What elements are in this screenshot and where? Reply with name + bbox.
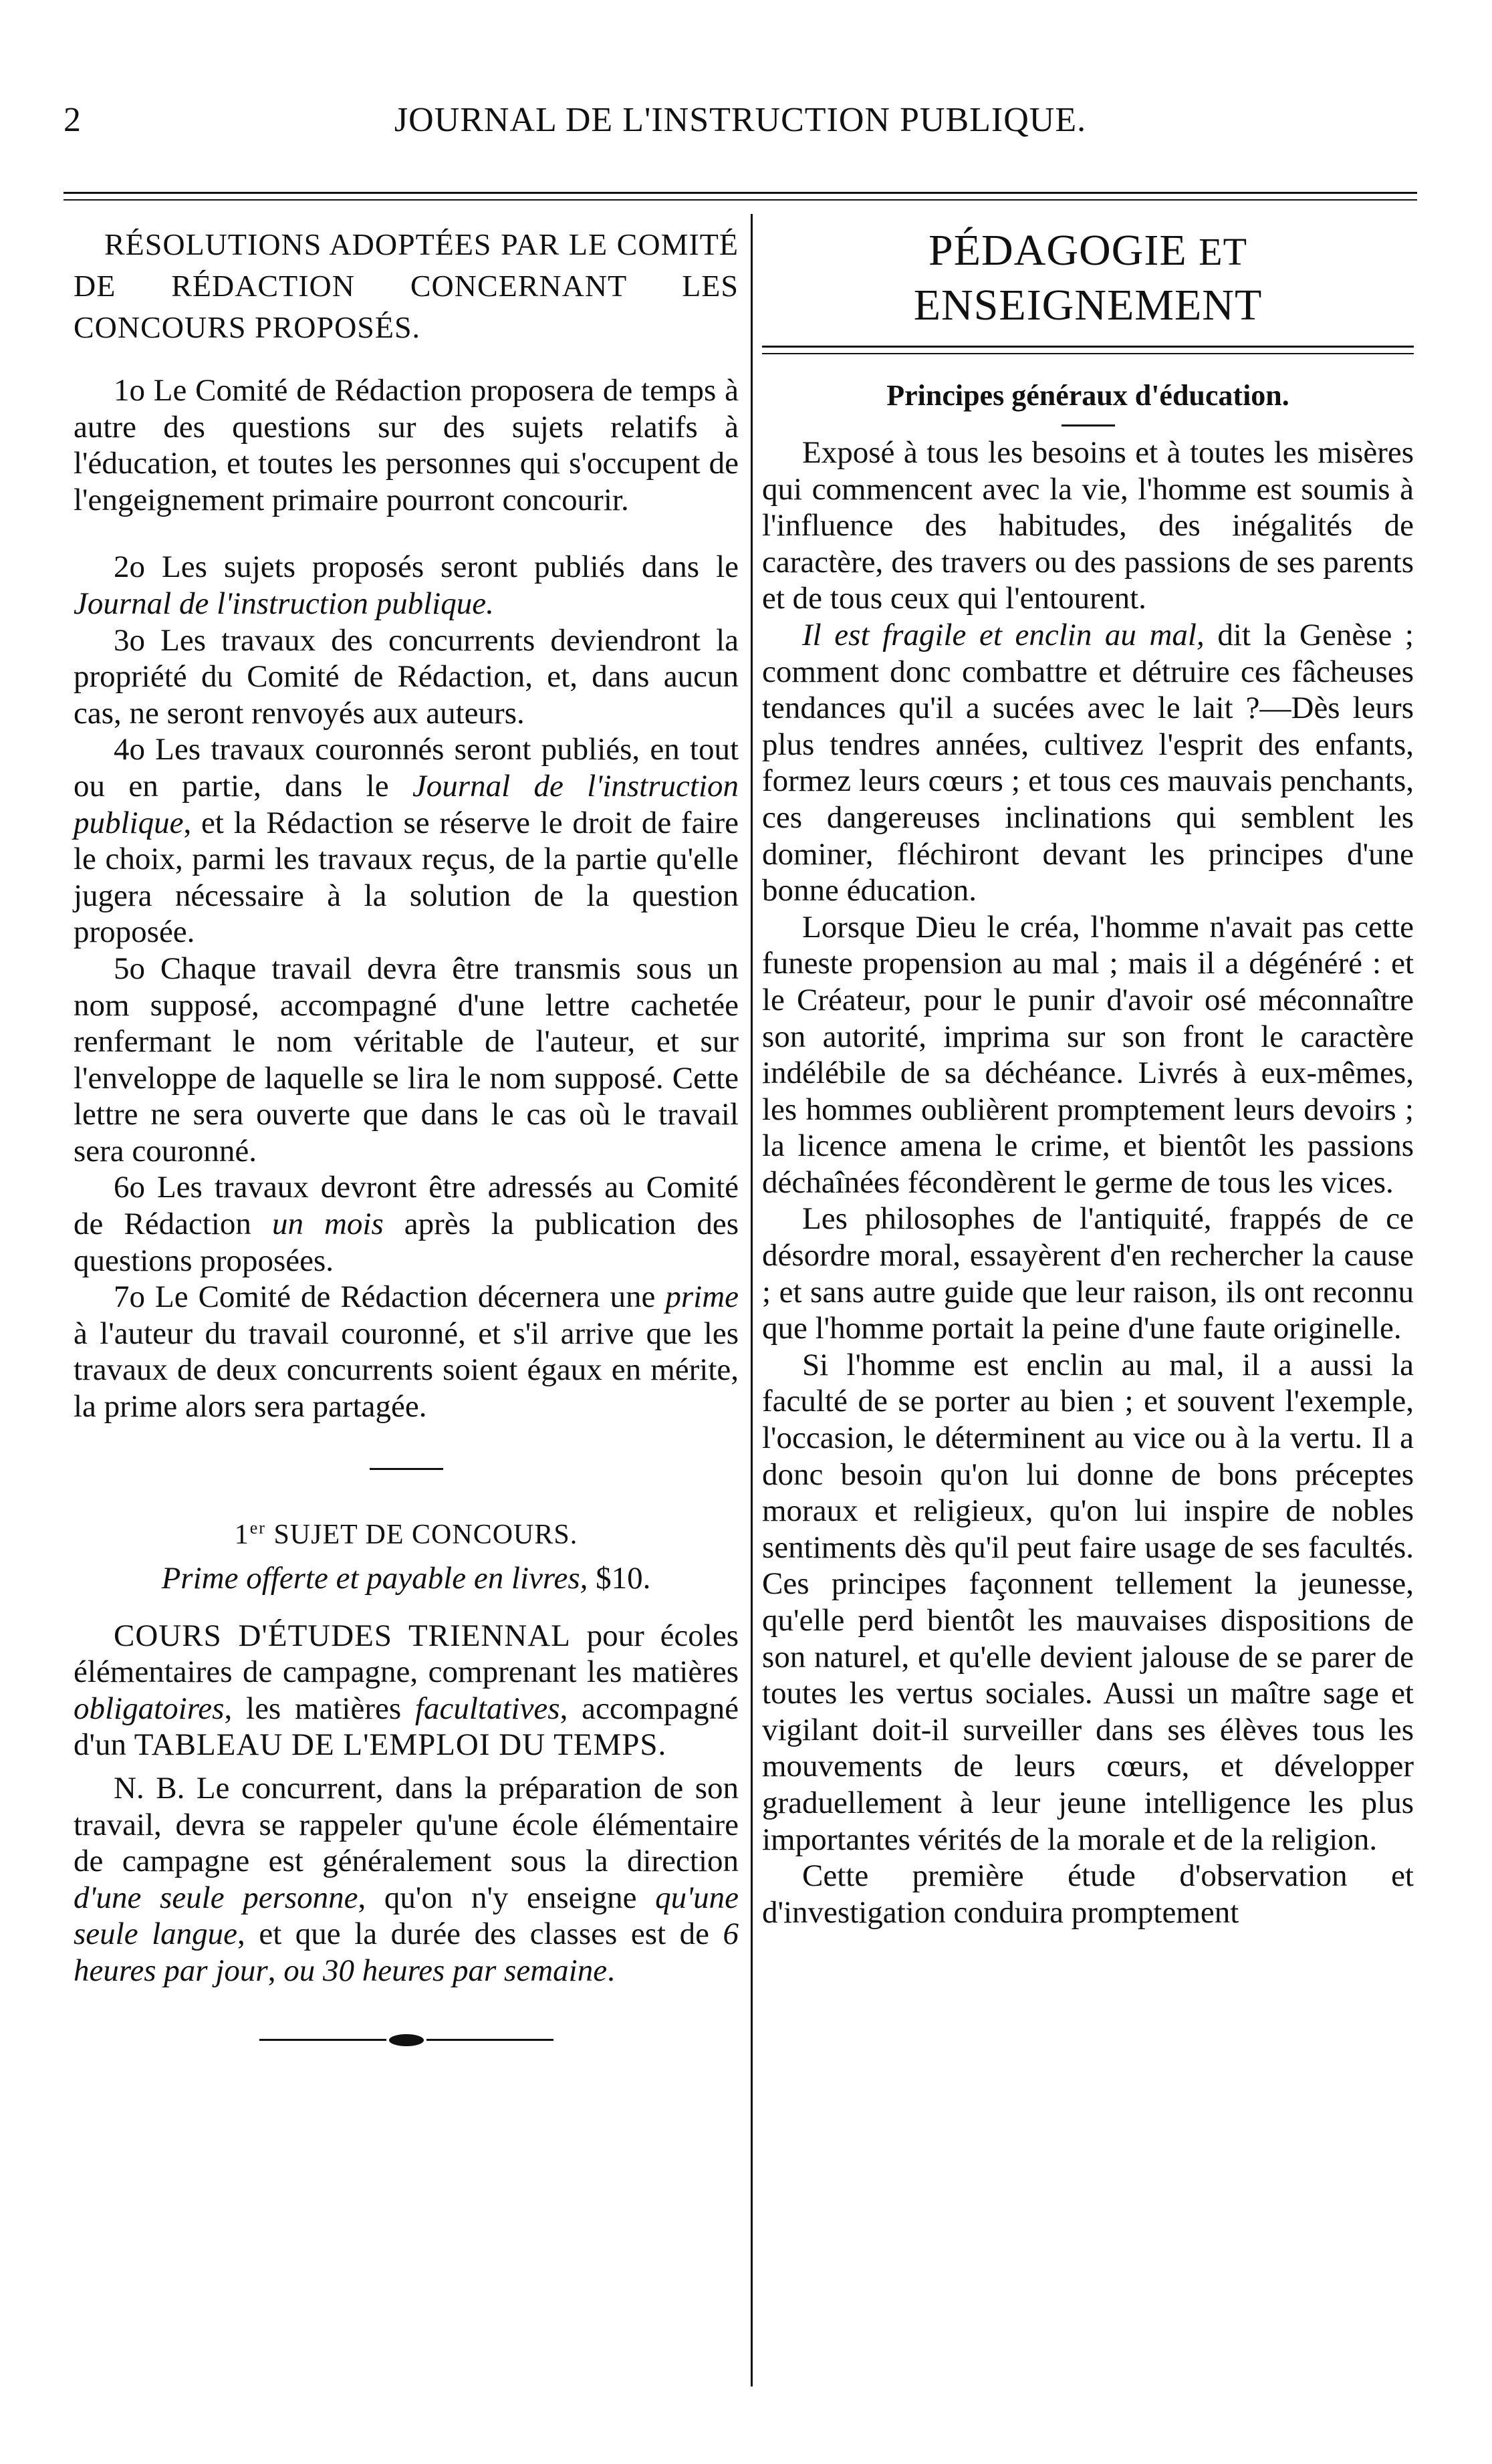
section-rule-thin bbox=[762, 353, 1414, 354]
resolution-7 bbox=[74, 1279, 739, 1425]
resolution-4-text-b: , et la Rédaction se réserve le droit de faire le choix, parmi les travaux reçus, de la partie qu'elle jugera nécessaire à la solution de la question proposée. bbox=[74, 805, 739, 950]
ornament-dot bbox=[389, 2034, 424, 2046]
right-column bbox=[762, 224, 1414, 1931]
resolution-5: 5o Chaque travail devra être transmis sous un nom supposé, accompagné d'une lettre cachetée renfermant le nom véritable de l'auteur, et sur l'enveloppe de laquelle se lira le nom supposé. Cette lettre ne sera ouverte que dans le cas où le travail sera couronné. bbox=[74, 951, 739, 1168]
resolution-4-text-a: 4o Les travaux couronnés seront publiés, en tout ou en partie, dans le bbox=[74, 732, 739, 804]
article-paragraph-1: Exposé à tous les besoins et à toutes les misères qui commencent avec la vie, l'homme est soumis à l'influence des habitudes, des inégalités de caractère, des travers ou des passions de ses parents et de tous ceux qui l'entourent. bbox=[762, 435, 1414, 616]
resolution-2-text: 2o Les sujets proposés seront publiés dans le bbox=[114, 549, 739, 585]
nb-hours-week: ou 30 heures par semaine bbox=[283, 1953, 608, 1988]
subject-title-text: SUJET DE CONCOURS. bbox=[265, 1519, 578, 1550]
subheading-dash bbox=[1062, 424, 1115, 426]
nb-text-b: , qu'on n'y enseigne bbox=[358, 1880, 656, 1915]
article-paragraph-4: Les philosophes de l'antiquité, frappés de ce désordre moral, essayèrent d'en rechercher la cause ; et sans autre guide que leur raison, ils ont reconnu que l'homme portait la peine d'une faute originelle. bbox=[762, 1201, 1414, 1346]
section-divider-rule bbox=[370, 1468, 443, 1470]
resolution-6 bbox=[74, 1169, 739, 1279]
section-title-a: PÉDAGOGIE bbox=[928, 226, 1199, 275]
nb-text-e: . bbox=[607, 1953, 615, 1988]
timetable-title: TABLEAU DE L'EMPLOI DU TEMPS. bbox=[134, 1727, 667, 1763]
article-paragraph-2 bbox=[762, 617, 1414, 909]
genesis-quote: Il est fragile et enclin au mal, bbox=[802, 617, 1205, 652]
subject-title bbox=[74, 1518, 739, 1551]
page-number: 2 bbox=[64, 101, 81, 139]
resolution-7-text-b: à l'auteur du travail couronné, et s'il arrive que les travaux de deux concurrents soient égaux en mérite, la prime alors sera partagée. bbox=[74, 1316, 739, 1425]
nota-bene bbox=[74, 1770, 739, 1989]
course-optional: facultatives bbox=[414, 1691, 560, 1726]
resolution-2 bbox=[74, 549, 739, 622]
subject-ordinal: er bbox=[249, 1517, 266, 1537]
running-title: JOURNAL DE L'INSTRUCTION PUBLIQUE. bbox=[394, 101, 1087, 139]
article-paragraph-2-text: dit la Genèse ; comment donc combattre et détruire ces fâcheuses tendances qu'il a sucées avec le lait ?—Dès leurs plus tendres années, cultivez l'esprit des enfants, formez leurs cœurs ; et tous ces mauvais penchants, ces dangereuses inclinations qui semblent les dominer, fléchiront devant les principes d'une bonne éducation. bbox=[762, 617, 1414, 908]
article-paragraph-6: Cette première étude d'observation et d'investigation conduira promptement bbox=[762, 1858, 1414, 1930]
course-text-c: , accompagné d'un bbox=[74, 1691, 739, 1763]
resolution-3: 3o Les travaux des concurrents deviendront la propriété du Comité de Rédaction, et, dans aucun cas, ne seront renvoyés aux auteurs. bbox=[74, 622, 739, 731]
section-title-et: ET bbox=[1199, 230, 1247, 273]
running-header bbox=[64, 100, 1417, 147]
ornament-line-right bbox=[426, 2039, 553, 2041]
resolutions-heading: RÉSOLUTIONS ADOPTÉES PAR LE COMITÉ DE RÉDACTION CONCERNANT LES CONCOURS PROPOSÉS. bbox=[74, 227, 739, 344]
prize-amount: $10. bbox=[596, 1560, 651, 1596]
header-rule-thin bbox=[64, 199, 1417, 201]
end-ornament bbox=[259, 2029, 553, 2050]
nb-hours-day: 6 heures par jour bbox=[74, 1917, 739, 1988]
nb-text-d: , bbox=[267, 1953, 284, 1988]
article-paragraph-5: Si l'homme est enclin au mal, il a aussi la faculté de se porter au bien ; et souvent l'exemple, l'occasion, le déterminent au vice ou à la vertu. Il a donc besoin qu'on lui donne de bons préceptes moraux et religieux, qu'on lui inspire de nobles sentiments dès qu'il peut faire usage de ses facultés. Ces principes façonnent tellement la jeunesse, qu'elle perd bientôt les mauvaises dispositions de son naturel, et qu'elle devient jalouse de se parer de toutes les vertus sociales. Aussi un maître sage et vigilant doit-il surveiller dans ses élèves tous les mouvements de leurs cœurs, et développer graduellement à leur jeune intelligence les plus importantes vérités de la morale et de la religion. bbox=[762, 1347, 1414, 1857]
subject-number: 1 bbox=[234, 1519, 250, 1550]
deadline-phrase: un mois bbox=[271, 1207, 384, 1242]
course-text-a: pour écoles élémentaires de campagne, comprenant les matières bbox=[74, 1618, 739, 1690]
nb-text-a: N. B. Le concurrent, dans la préparation de son travail, devra se rappeler qu'une école élémentaire de campagne est généralement sous la direction bbox=[74, 1771, 739, 1879]
ornament-line-left bbox=[259, 2039, 386, 2041]
prize-text: Prime offerte et payable en livres, bbox=[161, 1560, 596, 1596]
column-divider bbox=[751, 214, 753, 2386]
nb-text-c: , et que la durée des classes est de bbox=[237, 1917, 723, 1952]
resolution-6-text-b: après la publication des questions proposées. bbox=[74, 1207, 739, 1278]
course-text-b: , les matières bbox=[224, 1691, 415, 1726]
left-column bbox=[74, 224, 739, 2050]
journal-title-ref: Journal de l'instruction publique bbox=[74, 768, 739, 840]
nb-single-language: qu'une seule langue bbox=[74, 1880, 739, 1952]
course-title: COURS D'ÉTUDES TRIENNAL bbox=[114, 1618, 571, 1653]
journal-title-ref: Journal de l'instruction publique. bbox=[74, 586, 494, 621]
section-title bbox=[762, 224, 1414, 332]
prime-word: prime bbox=[665, 1279, 739, 1315]
course-obligatory: obligatoires bbox=[74, 1691, 225, 1726]
section-rule bbox=[762, 346, 1414, 348]
article-subheading: Principes généraux d'éducation. bbox=[886, 379, 1289, 412]
resolution-1: 1o Le Comité de Rédaction proposera de temps à autre des questions sur des sujets relatifs à l'éducation, et toutes les personnes qui s'occupent de l'engeignement primaire pourront concourir. bbox=[74, 373, 739, 517]
resolution-4 bbox=[74, 731, 739, 951]
resolution-7-text-a: 7o Le Comité de Rédaction décernera une bbox=[114, 1279, 666, 1315]
prize-line bbox=[74, 1560, 739, 1596]
resolution-6-text-a: 6o Les travaux devront être adressés au Comité de Rédaction bbox=[74, 1170, 739, 1242]
nb-single-person: d'une seule personne bbox=[74, 1880, 358, 1915]
course-description bbox=[74, 1618, 739, 1763]
section-title-b: ENSEIGNEMENT bbox=[913, 281, 1263, 330]
header-rule bbox=[64, 192, 1417, 194]
article-paragraph-3: Lorsque Dieu le créa, l'homme n'avait pas cette funeste propension au mal ; mais il a dégénéré : et le Créateur, pour le punir d'avoir osé méconnaître son autorité, imprima sur son front le caractère indélébile de sa déchéance. Livrés à eux-mêmes, les hommes oublièrent promptement leurs devoirs ; la licence amena le crime, et bientôt les passions déchaînées fécondèrent le germe de tous les vices. bbox=[762, 909, 1414, 1200]
